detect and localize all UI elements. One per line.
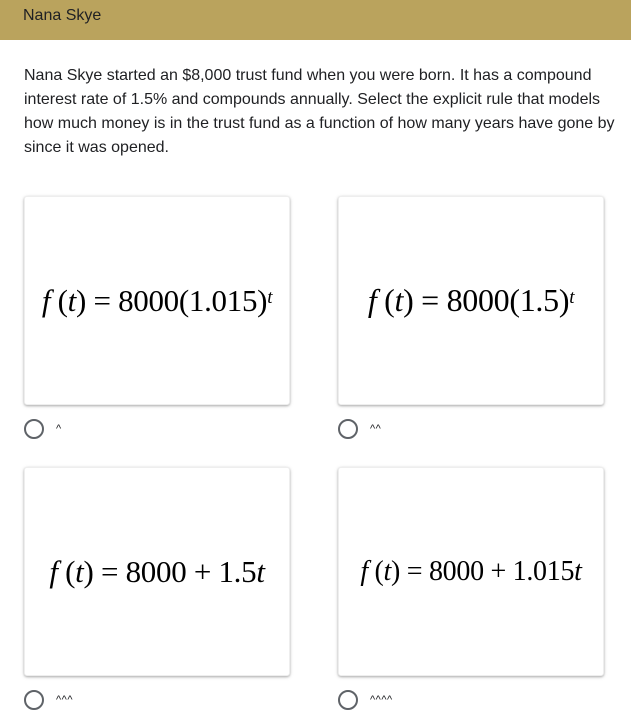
option-label-4: ^^^^: [370, 694, 393, 706]
question-text: Nana Skye started an $8,000 trust fund when you were born. It has a compound interest rate of 1.5% and compounds annually. Select the explicit rule that models how much money is in the trust fund as a function of how many years have gone by since it was opened.: [24, 67, 615, 156]
option-card-1[interactable]: [24, 196, 290, 405]
radio-option-2[interactable]: [338, 419, 358, 439]
formula-variable: t: [383, 555, 392, 587]
formula-variable: t: [67, 282, 76, 318]
formula-2: f ( t ) = 8000(1.5) $^t$: [367, 282, 575, 318]
radio-option-3[interactable]: [24, 690, 44, 710]
formula-tail-variable: t: [256, 553, 265, 589]
formula-equals: =: [421, 282, 439, 318]
formula-equals: =: [406, 555, 423, 587]
formula-4: f ( t ) = 8000 + 1.015 t: [360, 555, 582, 587]
option-label-1: ^: [56, 423, 62, 435]
radio-option-4[interactable]: [338, 690, 358, 710]
formula-exponent: t: [569, 286, 575, 308]
formula-function: f: [367, 282, 377, 318]
formula-expression: 8000 + 1.5: [125, 553, 257, 589]
radio-option-1[interactable]: [24, 419, 44, 439]
header-title: Nana Skye: [23, 7, 102, 24]
formula-equals: =: [100, 553, 119, 589]
formula-1: f ( t ) = 8000(1.015) $^t$: [41, 282, 273, 318]
formula-expression: 8000(1.5): [446, 282, 570, 318]
formula-exponent: t: [267, 286, 273, 308]
formula-function: f: [41, 282, 51, 318]
formula-function: f: [360, 555, 368, 587]
formula-expression: 8000 + 1.015: [428, 555, 575, 587]
option-card-4[interactable]: [338, 467, 604, 676]
formula-expression: 8000(1.015): [118, 282, 268, 318]
option-label-2: ^^: [370, 423, 382, 435]
option-card-2[interactable]: [338, 196, 604, 405]
formula-variable: t: [394, 282, 404, 318]
option-label-3: ^^^: [56, 694, 73, 706]
option-card-3[interactable]: [24, 467, 290, 676]
formula-variable: t: [75, 553, 84, 589]
formula-3: f ( t ) = 8000 + 1.5 t: [49, 553, 265, 589]
header-bar: [0, 0, 631, 40]
formula-function: f: [49, 553, 58, 589]
formula-tail-variable: t: [574, 555, 582, 587]
formula-equals: =: [93, 282, 111, 318]
